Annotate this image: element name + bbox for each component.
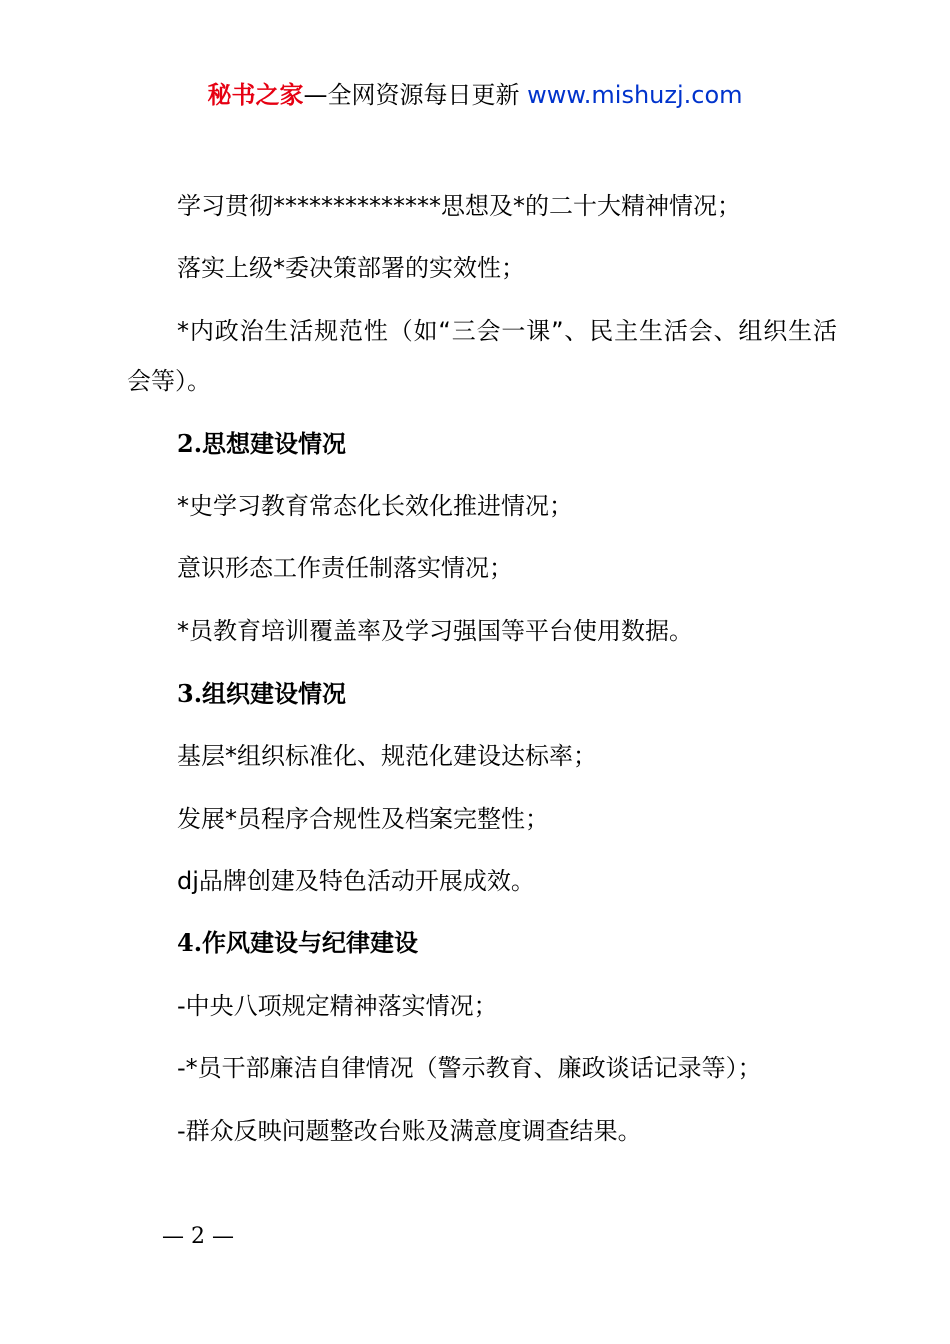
body-line: 发展*员程序合规性及档案完整性； (177, 805, 549, 833)
section-heading: 2.思想建设情况 (177, 429, 347, 458)
body-paragraph: *内政治生活规范性（如“三会一课”、民主生活会、组织生活会等）。 (127, 317, 837, 395)
body-line: 基层*组织标准化、规范化建设达标率； (177, 742, 597, 770)
site-header (0, 78, 950, 112)
body-line: dj品牌创建及特色活动开展成效。 (177, 867, 535, 895)
body-line: 意识形态工作责任制落实情况； (177, 554, 513, 582)
site-url-link[interactable]: www.mishuzj.com (527, 81, 743, 109)
body-line: -群众反映问题整改台账及满意度调查结果。 (177, 1117, 642, 1145)
section-heading: 3.组织建设情况 (177, 679, 347, 708)
body-line: -中央八项规定精神落实情况； (177, 992, 498, 1020)
site-tagline: —全网资源每日更新 (303, 81, 520, 109)
site-brand: 秘书之家 (207, 81, 304, 109)
body-line: -*员干部廉洁自律情况（警示教育、廉政谈话记录等）； (177, 1054, 762, 1082)
body-line: *员教育培训覆盖率及学习强国等平台使用数据。 (177, 617, 693, 645)
body-line: *史学习教育常态化长效化推进情况； (177, 492, 573, 520)
body-line: 学习贯彻**************思想及*的二十大精神情况； (177, 192, 741, 220)
body-line: 落实上级*委决策部署的实效性； (177, 254, 525, 282)
section-heading: 4.作风建设与纪律建设 (177, 928, 419, 957)
page-number: — 2 — (162, 1224, 234, 1249)
